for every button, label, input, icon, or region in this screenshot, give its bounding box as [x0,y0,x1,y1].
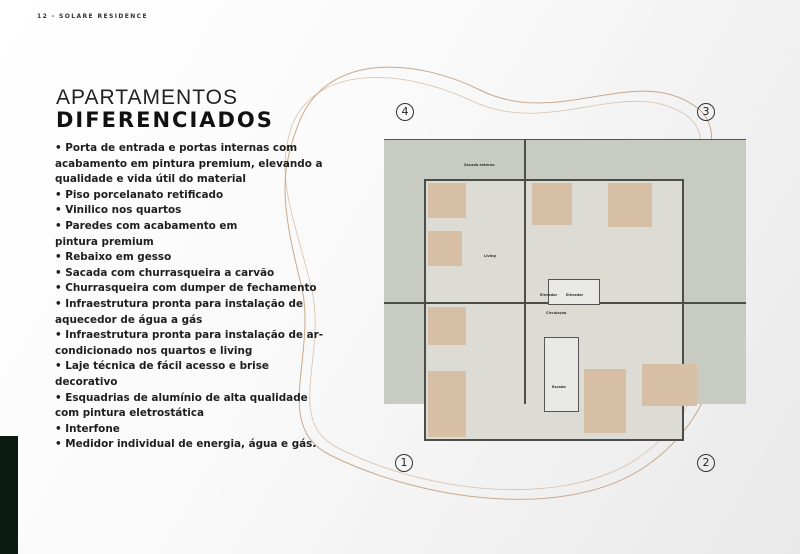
feature-item: • Esquadrias de alumínio de alta qualidade com pintura eletrostática [55,391,308,420]
circulation-label: Circulação [546,311,567,315]
elevator-label: Elevador [540,293,558,297]
feature-item: • Porta de entrada e portas internas com acabamento em pintura premium, elevando a qualidade e vida útil do material [55,142,323,186]
feature-item: • Medidor individual de energia, água e gás. [55,438,317,451]
page-header: 12 - SOLARE RESIDENCE [37,13,148,20]
plan-number-1: 1 [395,454,413,472]
feature-item: • Paredes com acabamento em pintura premium [55,219,238,248]
features-list [55,141,325,453]
feature-item: • Interfone [55,422,120,435]
title-line-2: DIFERENCIADOS [56,108,274,132]
feature-item: • Piso porcelanato retificado [55,188,224,201]
feature-item: • Infraestrutura pronta para instalação de aquecedor de água a gás [55,297,304,326]
title-line-1: APARTAMENTOS [56,86,238,109]
feature-item: • Rebaixo em gesso [55,251,172,264]
terrace-label: Sacada externa [464,163,495,167]
feature-item: • Churrasqueira com dumper de fechamento [55,282,317,295]
plan-number-4: 4 [396,103,414,121]
feature-item: • Laje técnica de fácil acesso e brise decorativo [55,360,269,388]
feature-item: • Sacada com churrasqueira a carvão [55,266,275,279]
living-label: Living [484,254,496,258]
elevator-label: Elevador [566,293,584,297]
feature-item: • Vinilico nos quartos [55,204,182,217]
plan-number-3: 3 [697,103,715,121]
feature-item: • Infraestrutura pronta para instalação de ar-condicionado nos quartos e living [55,329,324,357]
stairs-label: Escada [552,385,566,389]
plan-number-2: 2 [697,454,715,472]
floor-plan [384,139,746,439]
side-accent-bar [0,436,18,554]
